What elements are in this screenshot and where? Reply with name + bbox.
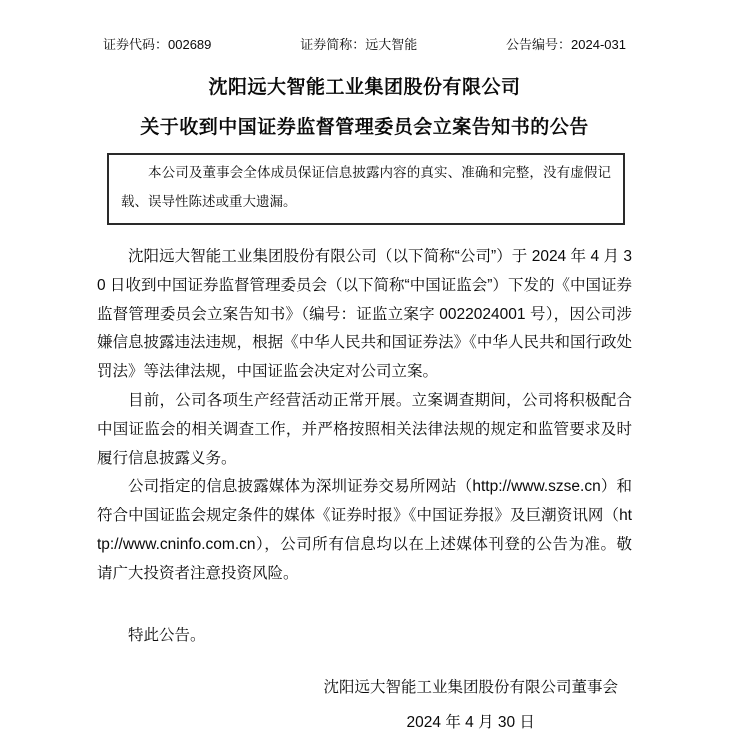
paragraph-disclosure-media: 公司指定的信息披露媒体为深圳证券交易所网站（http://www.szse.cn）和符合中国证监会规定条件的媒体《证券时报》《中国证券报》及巨潮资讯网（http://www.cninfo.com.cn），公司所有信息均以在上述媒体刊登的公告为准。敬请广大投资者注意投资风险。 xyxy=(97,478,632,582)
signature-date: 2024 年 4 月 30 日 xyxy=(406,714,535,732)
announcement-title: 关于收到中国证券监督管理委员会立案告知书的公告 xyxy=(140,117,589,138)
closing-statement: 特此公告。 xyxy=(128,626,206,644)
stock-code-value: 002689 xyxy=(168,37,212,52)
document-body xyxy=(97,243,632,650)
stock-name-value: 远大智能 xyxy=(365,37,418,52)
signature-signer: 沈阳远大智能工业集团股份有限公司董事会 xyxy=(323,679,618,697)
stock-name-label: 证券简称： xyxy=(300,37,366,52)
paragraph-operations-status: 目前，公司各项生产经营活动正常开展。立案调查期间，公司将积极配合中国证监会的相关调查工作，并严格按照相关法律法规的规定和监管要求及时履行信息披露义务。 xyxy=(97,391,632,467)
document-header xyxy=(97,36,632,54)
announcement-number xyxy=(506,36,626,54)
stock-code xyxy=(103,36,211,54)
announcement-number-label: 公告编号： xyxy=(506,37,572,52)
announcement-number-value: 2024-031 xyxy=(571,37,626,52)
paragraph-investigation-notice: 沈阳远大智能工业集团股份有限公司（以下简称“公司”）于 2024 年 4 月 30 日收到中国证券监督管理委员会（以下简称“中国证监会”）下发的《中国证券监督管理委员会立案告知书》（编号：证监立案字 0022024001 号），因公司涉嫌信息披露违法违规，根据《中华人民共和国证券法》《中华人民共和国行政处罚法》等法律法规，中国证监会决定对公司立案。 xyxy=(97,248,632,381)
stock-name xyxy=(300,36,417,54)
stock-code-label: 证券代码： xyxy=(103,37,169,52)
company-title: 沈阳远大智能工业集团股份有限公司 xyxy=(208,77,521,98)
signature-block xyxy=(323,674,618,738)
disclaimer-text: 本公司及董事会全体成员保证信息披露内容的真实、准确和完整，没有虚假记载、误导性陈述或重大遗漏。 xyxy=(121,165,611,209)
disclaimer-box xyxy=(107,153,625,225)
